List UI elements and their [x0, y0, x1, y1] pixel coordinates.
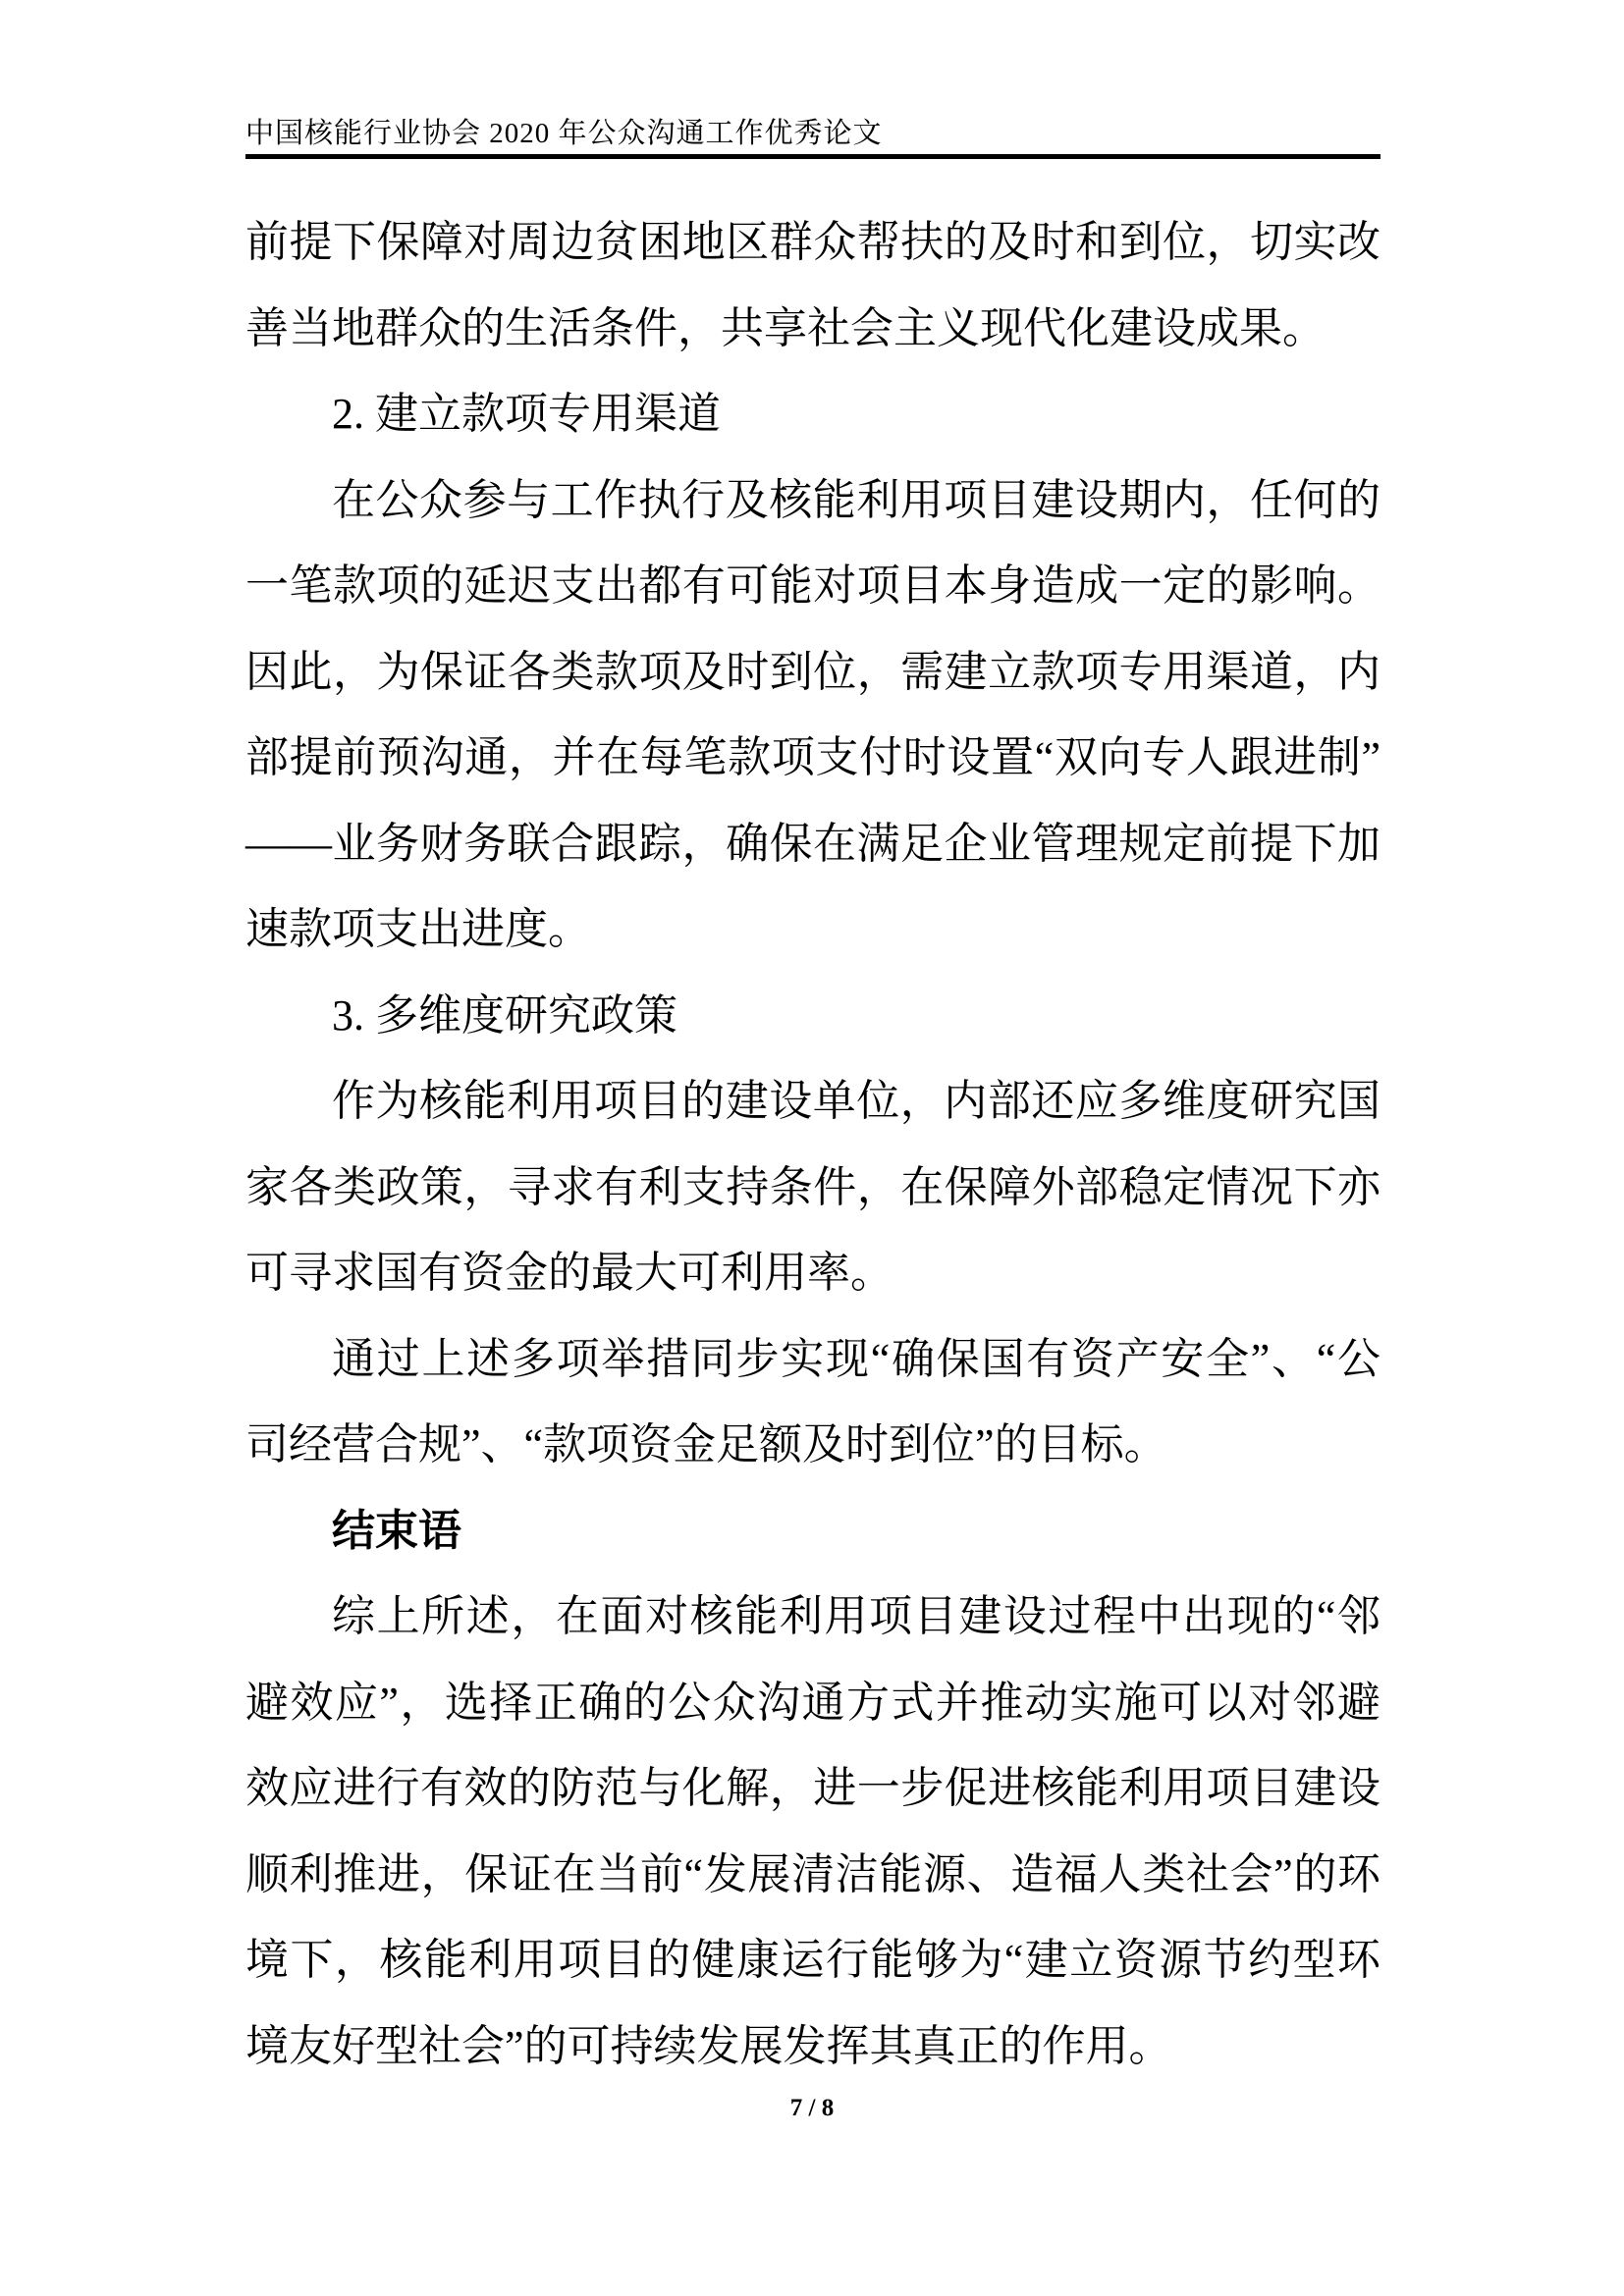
paragraph: 综上所述，在面对核能利用项目建设过程中出现的“邻避效应”，选择正确的公众沟通方式并推动实施可以对邻避效应进行有效的防范与化解，进一步促进核能利用项目建设顺利推进，保证在当前“发展清洁能源、造福人类社会”的环境下，核能利用项目的健康运行能够为“建立资源节约型环境友好型社会”的可持续发展发挥其真正的作用。	[245, 1592, 1380, 2070]
paragraph: 作为核能利用项目的建设单位，内部还应多维度研究国家各类政策，寻求有利支持条件，在保障外部稳定情况下亦可寻求国有资金的最大可利用率。	[245, 1077, 1380, 1297]
paragraph-continuation: 前提下保障对周边贫困地区群众帮扶的及时和到位，切实改善当地群众的生活条件，共享社会主义现代化建设成果。	[245, 218, 1380, 352]
document-body	[245, 199, 1380, 2089]
section-heading-conclusion: 结束语	[332, 1506, 461, 1555]
header-rule	[245, 154, 1380, 159]
subheading-2: 2. 建立款项专用渠道	[332, 390, 721, 438]
page-number: 7 / 8	[789, 2095, 835, 2121]
page-header: 中国核能行业协会 2020 年公众沟通工作优秀论文	[245, 118, 883, 149]
paragraph: 通过上述多项举措同步实现“确保国有资产安全”、“公司经营合规”、“款项资金足额及时到位”的目标。	[245, 1334, 1380, 1468]
paragraph: 在公众参与工作执行及核能利用项目建设期内，任何的一笔款项的延迟支出都有可能对项目本身造成一定的影响。因此，为保证各类款项及时到位，需建立款项专用渠道，内部提前预沟通，并在每笔款项支付时设置“双向专人跟进制”——业务财务联合跟踪，确保在满足企业管理规定前提下加速款项支出进度。	[245, 475, 1380, 953]
subheading-3: 3. 多维度研究政策	[332, 990, 677, 1040]
